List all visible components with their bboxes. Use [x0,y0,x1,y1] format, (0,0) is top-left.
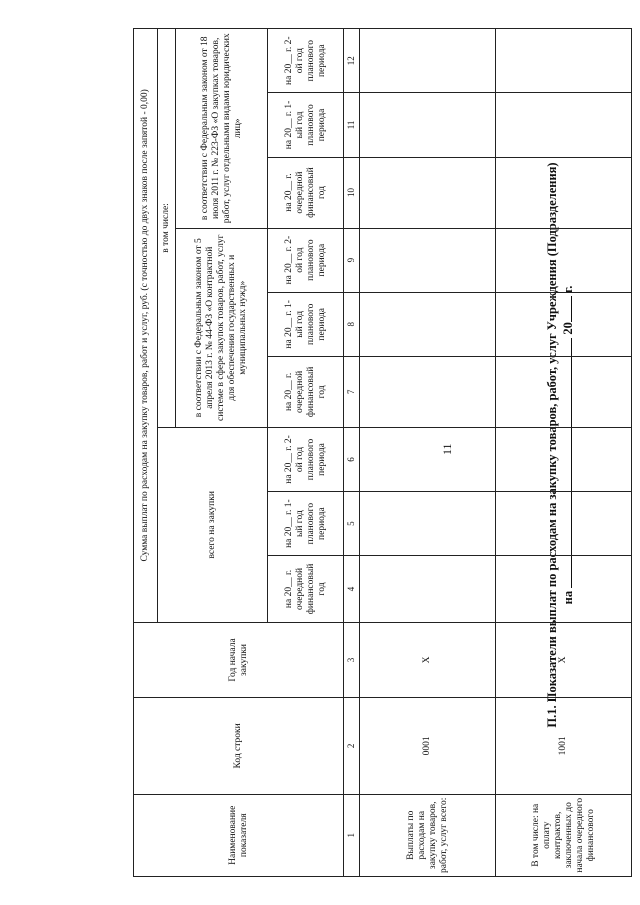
title-line-1: П.1. Показатели выплат по расходам на закупку товаров, работ, услуг Учреждения (Подразделения) [545,162,559,728]
header-col-10: на 20__ г. очередной финансовый год [268,157,344,228]
title-prefix: на [561,590,575,605]
value-cell [496,427,632,491]
column-number: 11 [344,93,360,157]
value-cell [360,228,496,292]
header-col-4: на 20__ г. очередной финансовый год [268,556,344,622]
title-year-prefix: 20 [561,322,575,335]
row-start-year: X [360,622,496,698]
row-name: В том числе: на оплату контрактов, заключенных до начала очередного финансового [496,794,632,876]
row-code: 0001 [360,698,496,794]
value-cell [360,356,496,427]
column-number: 6 [344,427,360,491]
page-number: 11 [440,443,454,455]
table-row [496,29,632,877]
purchase-payments-table [133,28,632,877]
column-number: 8 [344,292,360,356]
header-col-12: на 20__ г. 2-ой год планового периода [268,29,344,93]
column-number: 7 [344,356,360,427]
header-start-year: Год начала закупки [134,622,344,698]
header-col-5: на 20__ г. 1-ый год планового периода [268,492,344,556]
header-total: всего на закупки [158,427,268,622]
value-cell [496,157,632,228]
value-cell [360,556,496,622]
value-cell [496,93,632,157]
header-row-code: Код строки [134,698,344,794]
value-cell [496,492,632,556]
column-number: 1 [344,794,360,876]
header-fz223: в соответствии с Федеральным законом от 18 июля 2011 г. № 223-ФЗ «О закупках товаров, работ, услуг отдельными видами юридических лиц» [176,29,268,229]
value-cell [496,556,632,622]
table-row [360,29,496,877]
header-including: в том числе: [158,29,176,428]
column-number: 12 [344,29,360,93]
row-code: 1001 [496,698,632,794]
header-col-9: на 20__ г. 2-ой год планового периода [268,228,344,292]
column-number: 10 [344,157,360,228]
column-number: 2 [344,698,360,794]
value-cell [360,292,496,356]
header-col-7: на 20__ г. очередной финансовый год [268,356,344,427]
header-fz44: в соответствии с Федеральным законом от 5 апреля 2013 г. № 44-ФЗ «О контрактной системе в сфере закупок товаров, работ, услуг для обеспечения государственных и муниципальных нужд» [176,228,268,427]
value-cell [496,356,632,427]
value-cell [496,292,632,356]
header-col-8: на 20__ г. 1-ый год планового периода [268,292,344,356]
value-cell [496,29,632,93]
value-cell [360,29,496,93]
header-sum-caption: Сумма выплат по расходам на закупку товаров, работ и услуг, руб. (с точностью до двух знаков после запятой - 0,00) [134,29,158,623]
header-col-6: на 20__ г. 2-ой год планового периода [268,427,344,491]
header-col-11: на 20__ г. 1-ый год планового периода [268,93,344,157]
value-cell [360,427,496,491]
column-number: 3 [344,622,360,698]
column-number: 9 [344,228,360,292]
row-start-year: X [496,622,632,698]
value-cell [496,228,632,292]
value-cell [360,93,496,157]
title-year-suffix: г. [561,285,575,294]
column-number: 5 [344,492,360,556]
column-number: 4 [344,556,360,622]
value-cell [360,157,496,228]
header-indicator: Наименование показателя [134,794,344,876]
value-cell [360,492,496,556]
row-name: Выплаты по расходам на закупку товаров, работ, услуг всего: [360,794,496,876]
